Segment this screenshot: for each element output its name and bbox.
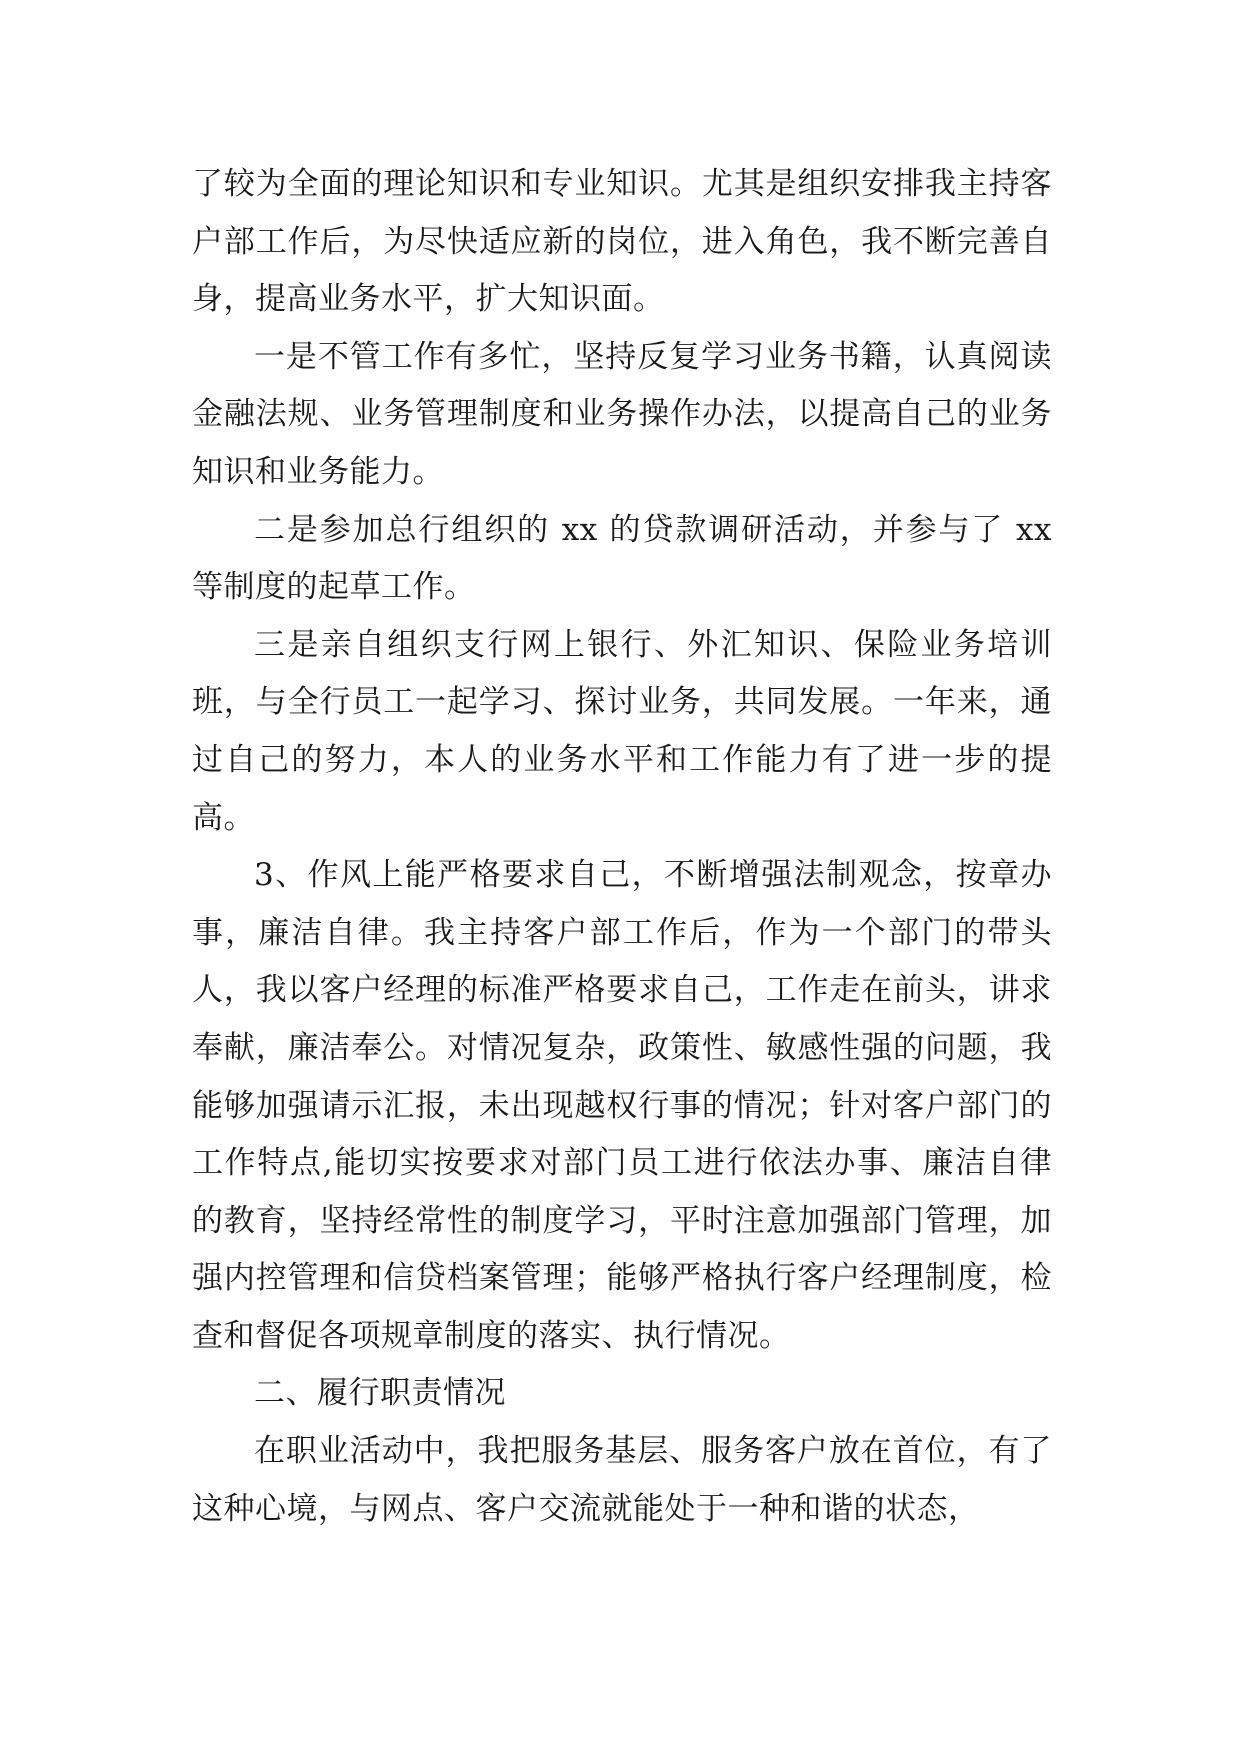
paragraph-1: 了较为全面的理论知识和专业知识。尤其是组织安排我主持客户部工作后，为尽快适应新的岗位，进入角色，我不断完善自身，提高业务水平，扩大知识面。: [192, 166, 1052, 318]
paragraph-5: 3、作风上能严格要求自己，不断增强法制观念，按章办事，廉洁自律。我主持客户部工作后，作为一个部门的带头人，我以客户经理的标准严格要求自己，工作走在前头，讲求奉献，廉洁奉公。对情况复杂，政策性、敏感性强的问题，我能够加强请示汇报，未出现越权行事的情况；针对客户部门的工作特点,能切实按要求对部门员工进行依法办事、廉洁自律的教育，坚持经常性的制度学习，平时注意加强部门管理，加强内控管理和信贷档案管理；能够严格执行客户经理制度，检查和督促各项规章制度的落实、执行情况。: [192, 857, 1052, 1354]
section-heading: 二、履行职责情况: [254, 1375, 506, 1412]
paragraph-6: 在职业活动中，我把服务基层、服务客户放在首位，有了这种心境，与网点、客户交流就能处于一种和谐的状态，: [192, 1433, 1052, 1527]
paragraph-2: 一是不管工作有多忙，坚持反复学习业务书籍，认真阅读金融法规、业务管理制度和业务操作办法，以提高自己的业务知识和业务能力。: [192, 338, 1052, 490]
paragraph-4: 三是亲自组织支行网上银行、外汇知识、保险业务培训班，与全行员工一起学习、探讨业务，共同发展。一年来，通过自己的努力，本人的业务水平和工作能力有了进一步的提高。: [192, 626, 1052, 836]
document-body: [192, 156, 1052, 1538]
paragraph-3: 二是参加总行组织的 xx 的贷款调研活动，并参与了 xx 等制度的起草工作。: [192, 511, 1052, 606]
